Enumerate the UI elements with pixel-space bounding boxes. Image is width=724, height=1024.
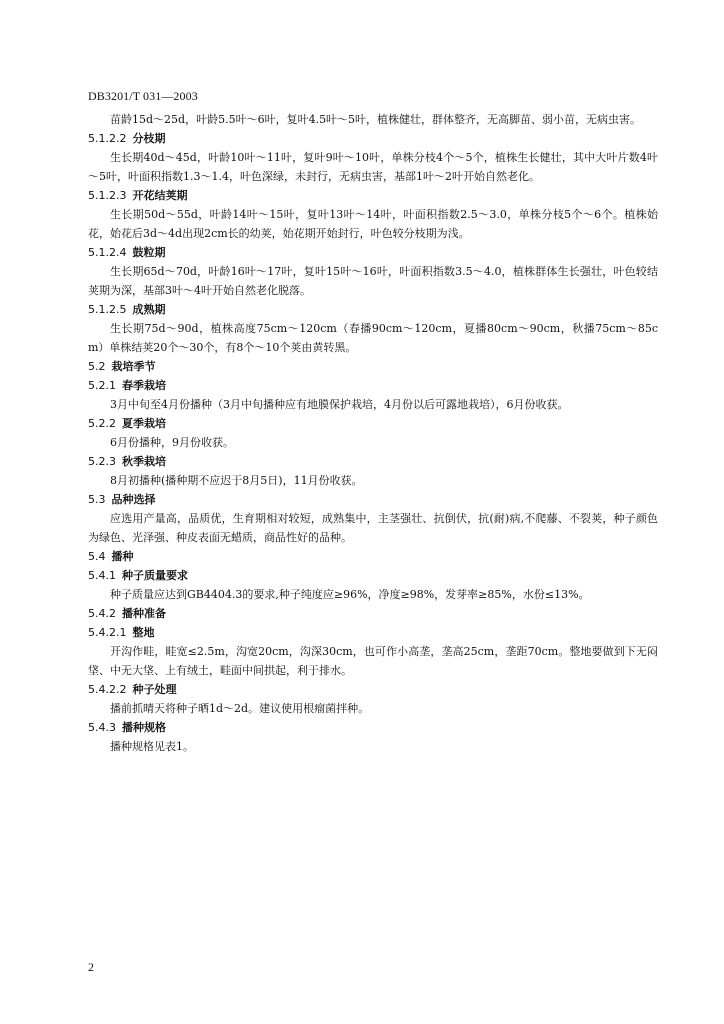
heading-5-4-3: 5.4.3 播种规格 [88,721,166,734]
heading-5-4-2: 5.4.2 播种准备 [88,607,166,620]
paragraph-sowing-spec: 播种规格见表1。 [110,740,194,753]
document-body [88,110,658,756]
paragraph-seedling: 苗龄15d～25d，叶龄5.5叶～6叶，复叶4.5叶～5叶，植株健壮，群体整齐，无高脚苗、弱小苗，无病虫害。 [110,113,642,126]
paragraph-variety: 应选用产量高，品质优，生育期相对较短，成熟集中，主茎强壮、抗倒伏，抗(耐)病,不爬藤、不裂荚，种子颜色为绿色、光泽强、种皮表面无蜡质，商品性好的品种。 [88,512,658,544]
paragraph-seed-treatment: 播前抓晴天将种子晒1d～2d。建议使用根瘤菌拌种。 [110,702,370,715]
paragraph-spring: 3月中旬至4月份播种（3月中旬播种应有地膜保护栽培，4月份以后可露地栽培），6月份收获。 [110,398,569,411]
document-code-header: DB3201/T 031—2003 [88,89,198,103]
paragraph-seed-quality: 种子质量应达到GB4404.3的要求,种子纯度应≥96%，净度≥98%，发芽率≥85%，水份≤13%。 [110,588,590,601]
page-number: 2 [88,960,94,974]
paragraph-branching: 生长期40d～45d，叶龄10叶～11叶，复叶9叶～10叶，单株分枝4个～5个，植株生长健壮，其中大叶片数4叶～5叶，叶面积指数1.3～1.4，叶色深绿，未封行，无病虫害，基部1叶～2叶开始自然老化。 [88,151,658,183]
heading-5-2-3: 5.2.3 秋季栽培 [88,455,166,468]
paragraph-grain-filling: 生长期65d～70d，叶龄16叶～17叶，复叶15叶～16叶，叶面积指数3.5～4.0，植株群体生长强壮，叶色较结荚期为深，基部3叶～4叶开始自然老化脱落。 [88,265,658,297]
heading-5-3: 5.3 品种选择 [88,493,156,506]
paragraph-flowering: 生长期50d～55d，叶龄14叶～15叶，复叶13叶～14叶，叶面积指数2.5～3.0，单株分枝5个～6个。植株始花，始花后3d～4d出现2cm长的幼荚，始花期开始封行，叶色较分枝期为浅。 [88,208,658,240]
heading-5-4: 5.4 播种 [88,550,134,563]
heading-5-2: 5.2 栽培季节 [88,360,156,373]
heading-5-4-1: 5.4.1 种子质量要求 [88,569,188,582]
heading-5-1-2-4: 5.1.2.4 鼓粒期 [88,246,166,259]
heading-5-2-2: 5.2.2 夏季栽培 [88,417,166,430]
paragraph-maturity: 生长期75d～90d，植株高度75cm～120cm（春播90cm～120cm，夏播80cm～90cm，秋播75cm～85cm）单株结荚20个～30个，有8个～10个荚由黄转黑。 [88,322,658,354]
heading-5-2-1: 5.2.1 春季栽培 [88,379,166,392]
paragraph-autumn: 8月初播种(播种期不应迟于8月5日)，11月份收获。 [110,474,363,487]
heading-5-1-2-3: 5.1.2.3 开花结荚期 [88,189,188,202]
heading-5-4-2-2: 5.4.2.2 种子处理 [88,683,177,696]
paragraph-summer: 6月份播种，9月份收获。 [110,436,234,449]
paragraph-land-prep: 开沟作畦，畦宽≤2.5m，沟宽20cm，沟深30cm，也可作小高垄，垄高25cm，垄距70cm。整地要做到下无闷垡、中无大垡、上有绒土，畦面中间拱起，利于排水。 [88,645,658,677]
heading-5-1-2-5: 5.1.2.5 成熟期 [88,303,166,316]
heading-5-1-2-2: 5.1.2.2 分枝期 [88,132,166,145]
heading-5-4-2-1: 5.4.2.1 整地 [88,626,155,639]
